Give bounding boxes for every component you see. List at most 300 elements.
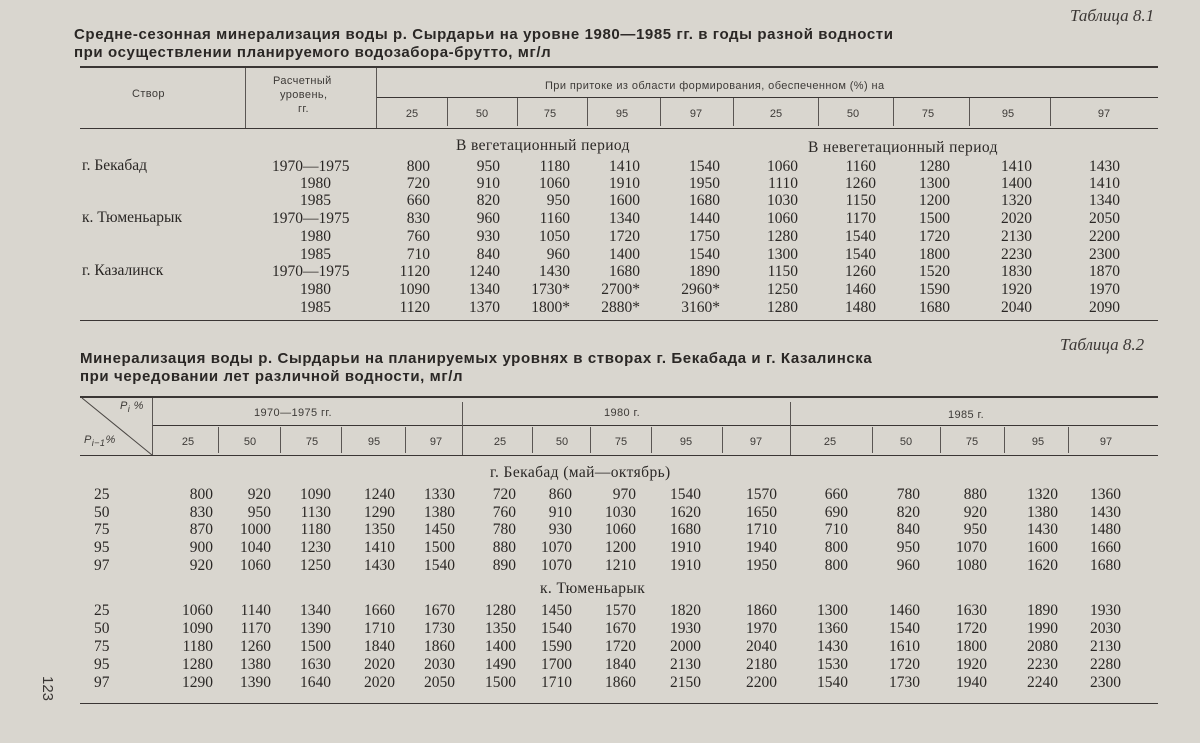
table2-percent-col: 97 [1099,436,1113,448]
table1-cell: 2300 [1089,246,1120,263]
table2-tyumenaryk-cell: 1700 [541,656,572,673]
table1-cell: 2050 [1089,210,1120,227]
table2-percent-col: 50 [243,436,257,448]
table1-head-supply: При притоке из области формирования, обеспеченном (%) на [545,80,885,92]
table2-tyumenaryk-cell: 1640 [300,674,331,691]
table1-cell: 950 [476,158,500,175]
table2-tyumenaryk-cell: 1610 [889,638,920,655]
table1-cell: 2200 [1089,228,1120,245]
table1-cell: 910 [476,175,500,192]
table2-tyumenaryk-cell: 1940 [956,674,987,691]
table1-cell: 1250 [767,281,798,298]
table1-level-label: 1985 [300,299,331,316]
table2-tyumenaryk-cell: 1630 [956,602,987,619]
table2-col-divider [405,427,406,453]
table2-corner-bottom [84,434,116,448]
table2-tyumenaryk-cell: 1840 [364,638,395,655]
table2-tyumenaryk-cell: 2130 [670,656,701,673]
table2-percent-col: 95 [679,436,693,448]
table1-cell: 1590 [919,281,950,298]
table1-cell: 760 [406,228,430,245]
table2-tyumenaryk-cell: 1860 [746,602,777,619]
table2-bekabad-cell: 950 [963,521,987,538]
table2-col-divider [341,427,342,453]
table2-bekabad-cell: 1910 [670,557,701,574]
table2-bekabad-cell: 1680 [1090,557,1121,574]
table2-tyumenaryk-cell: 1660 [364,602,395,619]
table2-tyumenaryk-cell: 1710 [541,674,572,691]
table2-percent-col: 25 [823,436,837,448]
table1-cell: 1540 [845,228,876,245]
table1-cell: 1060 [767,158,798,175]
table2-col-divider [1004,427,1005,453]
table2-bekabad-cell: 1000 [240,521,271,538]
table2-tyumenaryk-cell: 1460 [889,602,920,619]
table2-bekabad-cell: 720 [492,486,516,503]
table2-tyumenaryk-cell: 1390 [300,620,331,637]
table2-bekabad-cell: 1380 [1027,504,1058,521]
corner-bottom-symbol: P [84,434,92,446]
table1-percent-col: 50 [475,108,489,120]
table2-bekabad-cell: 920 [247,486,271,503]
table2-bekabad-cell: 1030 [605,504,636,521]
table2-bekabad-p-label: 50 [94,504,110,521]
table2-col-divider [651,427,652,453]
table2-bekabad-cell: 870 [189,521,213,538]
table2-percent-col: 75 [614,436,628,448]
table2-tyumenaryk-cell: 2130 [1090,638,1121,655]
table2-bekabad-cell: 890 [492,557,516,574]
table2-bekabad-cell: 1620 [1027,557,1058,574]
table2-tyumenaryk-p-label: 50 [94,620,110,637]
table2-tyumenaryk-cell: 1570 [605,602,636,619]
table2-tyumenaryk-cell: 1730 [889,674,920,691]
table2-tyumenaryk-cell: 1540 [817,674,848,691]
table2-bekabad-cell: 880 [492,539,516,556]
table1-cell: 820 [476,192,500,209]
table1-percent-col: 75 [543,108,557,120]
table1-period-nonvegetation: В невегетационный период [808,139,998,156]
table1-cell: 1540 [689,158,720,175]
table1-percent-col: 25 [405,108,419,120]
corner-top-sub: i [127,404,131,415]
table2-tyumenaryk-cell: 1380 [240,656,271,673]
table2-number: Таблица 8.2 [1060,335,1145,354]
table1-cell: 2230 [1001,246,1032,263]
table1-cell: 1400 [1001,175,1032,192]
table2-bekabad-cell: 1380 [424,504,455,521]
table2-bekabad-cell: 960 [896,557,920,574]
table2-bekabad-cell: 1500 [424,539,455,556]
corner-bottom-sub: i−1 [91,438,106,449]
table1-cell: 660 [406,192,430,209]
table2-tyumenaryk-cell: 1930 [670,620,701,637]
table2-bekabad-cell: 1090 [300,486,331,503]
table2-tyumenaryk-cell: 1930 [1090,602,1121,619]
table1-cell: 1800* [531,299,570,316]
table1-cell: 1540 [689,246,720,263]
table2-bekabad-cell: 1430 [1090,504,1121,521]
table2-tyumenaryk-cell: 2300 [1090,674,1121,691]
table1-cell: 1680 [609,263,640,280]
table2-bekabad-cell: 1230 [300,539,331,556]
table2-tyumenaryk-cell: 1840 [605,656,636,673]
table2-title-line1: Минерализация воды р. Сырдарьи на планируемых уровнях в створах г. Бекабада и г. Казалинска [80,350,873,367]
table2-percent-col: 75 [965,436,979,448]
table2-bekabad-cell: 920 [189,557,213,574]
table1-level-label: 1980 [300,175,331,192]
table1-cell: 1520 [919,263,950,280]
table1-cell: 710 [406,246,430,263]
table2-tyumenaryk-cell: 1720 [956,620,987,637]
table2-bekabad-cell: 1540 [670,486,701,503]
table2-tyumenaryk-cell: 1140 [240,602,271,619]
table2-tyumenaryk-cell: 2080 [1027,638,1058,655]
table2-tyumenaryk-p-label: 97 [94,674,110,691]
table2-bekabad-cell: 1620 [670,504,701,521]
table1-cell: 1400 [609,246,640,263]
table2-col-divider [532,427,533,453]
table2-bekabad-cell: 830 [189,504,213,521]
table2-bekabad-cell: 710 [824,521,848,538]
table1-level-label: 1980 [300,228,331,245]
table2-tyumenaryk-cell: 1170 [240,620,271,637]
table2-tyumenaryk-cell: 1260 [240,638,271,655]
table2-bekabad-cell: 1070 [541,539,572,556]
table2-tyumenaryk-cell: 1890 [1027,602,1058,619]
table2-bekabad-cell: 780 [896,486,920,503]
table2-tyumenaryk-cell: 1180 [182,638,213,655]
table1-cell: 1150 [767,263,798,280]
table2-bekabad-cell: 690 [824,504,848,521]
table2-bekabad-cell: 1060 [605,521,636,538]
table2-col-divider [722,427,723,453]
table2-bekabad-cell: 1950 [746,557,777,574]
table1-cell: 1830 [1001,263,1032,280]
table2-bekabad-cell: 1410 [364,539,395,556]
table1-cell: 2040 [1001,299,1032,316]
table2-tyumenaryk-cell: 1360 [817,620,848,637]
table2-bekabad-cell: 800 [824,557,848,574]
table1-level-label: 1985 [300,246,331,263]
table2-tyumenaryk-cell: 2150 [670,674,701,691]
table1-head-level: гг. [298,103,309,115]
corner-bottom-unit: % [105,434,116,446]
table1-cell: 830 [406,210,430,227]
table2-bekabad-cell: 1210 [605,557,636,574]
table2-tyumenaryk-cell: 1280 [182,656,213,673]
table1-cell: 1440 [689,210,720,227]
table1-cell: 2960* [681,281,720,298]
table2-tyumenaryk-cell: 2030 [1090,620,1121,637]
table1-cell: 800 [406,158,430,175]
table1-cell: 930 [476,228,500,245]
table1-cell: 1170 [845,210,876,227]
table2-percent-col: 75 [305,436,319,448]
table1-percent-col: 95 [1001,108,1015,120]
table2-bekabad-cell: 1710 [746,521,777,538]
table1-cell: 1200 [919,192,950,209]
table2-percent-col: 97 [429,436,443,448]
table2-bekabad-cell: 930 [548,521,572,538]
table2-tyumenaryk-cell: 1720 [889,656,920,673]
table2-col-divider [940,427,941,453]
table2-bekabad-p-label: 75 [94,521,110,538]
table2-tyumenaryk-cell: 1670 [424,602,455,619]
table1-cell: 1120 [399,299,430,316]
table1-cell: 1060 [539,175,570,192]
table1-cell: 1120 [399,263,430,280]
table2-bekabad-cell: 1080 [956,557,987,574]
table1-cell: 1160 [845,158,876,175]
table2-tyumenaryk-cell: 1730 [424,620,455,637]
table2-tyumenaryk-cell: 1710 [364,620,395,637]
table1-station-label: г. Казалинск [82,262,164,279]
table2-col-divider [280,427,281,453]
table1-percent-col: 50 [846,108,860,120]
table2-bekabad-cell: 800 [189,486,213,503]
table2-bekabad-p-label: 97 [94,557,110,574]
table2-bekabad-cell: 1360 [1090,486,1121,503]
table1-head-level: уровень, [280,89,328,101]
table1-level-label: 1985 [300,192,331,209]
table2-percent-col: 95 [1031,436,1045,448]
table2-bekabad-cell: 1430 [364,557,395,574]
table1-cell: 2880* [601,299,640,316]
table2-percent-col: 50 [899,436,913,448]
table2-tyumenaryk-cell: 1590 [541,638,572,655]
table1-cell: 1060 [767,210,798,227]
table2-bekabad-cell: 1250 [300,557,331,574]
table2-tyumenaryk-cell: 2050 [424,674,455,691]
table2-tyumenaryk-cell: 1090 [182,620,213,637]
table2-tyumenaryk-cell: 1060 [182,602,213,619]
table1-cell: 1030 [767,192,798,209]
table1-cell: 1260 [845,175,876,192]
table1-cell: 1890 [689,263,720,280]
table2-tyumenaryk-cell: 1350 [485,620,516,637]
table1-cell: 1950 [689,175,720,192]
table2-bekabad-cell: 900 [189,539,213,556]
table2-title-line2: при чередовании лет различной водности, мг/л [80,368,464,385]
table1-head-level: Расчетный [273,75,332,87]
table1-cell: 1320 [1001,192,1032,209]
table2-bekabad-cell: 1680 [670,521,701,538]
table1-cell: 3160* [681,299,720,316]
table2-bekabad-cell: 1350 [364,521,395,538]
table2-percent-col: 97 [749,436,763,448]
table2-tyumenaryk-cell: 1530 [817,656,848,673]
table2-tyumenaryk-cell: 1500 [300,638,331,655]
table1-level-label: 1970—1975 [272,263,350,280]
table2-tyumenaryk-cell: 1340 [300,602,331,619]
table2-bekabad-cell: 920 [963,504,987,521]
table1-cell: 1730* [531,281,570,298]
table1-cell: 1460 [845,281,876,298]
table1-cell: 1300 [919,175,950,192]
table2-tyumenaryk-cell: 2230 [1027,656,1058,673]
table1-cell: 1970 [1089,281,1120,298]
table1-cell: 1410 [1001,158,1032,175]
table1-cell: 1410 [1089,175,1120,192]
table2-tyumenaryk-cell: 1860 [424,638,455,655]
table1-title-line1: Средне-сезонная минерализация воды р. Сырдарьи на уровне 1980—1985 гг. в годы разной водности [74,26,894,43]
table2-tyumenaryk-cell: 1390 [240,674,271,691]
table1-cell: 1720 [919,228,950,245]
table2-tyumenaryk-cell: 1860 [605,674,636,691]
table2-tyumenaryk-cell: 1490 [485,656,516,673]
table2-bekabad-cell: 1570 [746,486,777,503]
table1-cell: 1260 [845,263,876,280]
table2-percent-col: 25 [493,436,507,448]
table2-bekabad-cell: 950 [896,539,920,556]
table1-cell: 1540 [845,246,876,263]
table2-section-bekabad: г. Бекабад (май—октябрь) [490,464,671,481]
table1-station-label: к. Тюменьарык [82,209,182,226]
table1-cell: 960 [476,210,500,227]
table2-bekabad-cell: 660 [824,486,848,503]
table2-bekabad-cell: 1450 [424,521,455,538]
table2-bekabad-cell: 1330 [424,486,455,503]
table2-bottom-rule [80,703,1158,704]
table1-cell: 1280 [767,299,798,316]
table1-cell: 840 [476,246,500,263]
table1-cell: 1410 [609,158,640,175]
table2-bekabad-cell: 820 [896,504,920,521]
table2-bekabad-cell: 910 [548,504,572,521]
table2-tyumenaryk-cell: 1920 [956,656,987,673]
table1-cell: 2700* [601,281,640,298]
table2-bekabad-cell: 1240 [364,486,395,503]
table2-tyumenaryk-p-label: 95 [94,656,110,673]
table1-level-label: 1970—1975 [272,158,350,175]
table2-col-divider [590,427,591,453]
table2-tyumenaryk-cell: 1820 [670,602,701,619]
table2-col-divider [218,427,219,453]
table2-bekabad-cell: 950 [247,504,271,521]
table2-tyumenaryk-p-label: 75 [94,638,110,655]
table2-bekabad-cell: 1130 [300,504,331,521]
table2-bekabad-p-label: 95 [94,539,110,556]
table1-cell: 1910 [609,175,640,192]
corner-top-unit: % [133,400,144,412]
table1-head-stvor: Створ [132,88,165,100]
table2-tyumenaryk-cell: 2000 [670,638,701,655]
table2-tyumenaryk-cell: 2030 [424,656,455,673]
table1-cell: 1150 [845,192,876,209]
table2-corner-top [120,400,144,414]
table2-bekabad-cell: 1660 [1090,539,1121,556]
table2-tyumenaryk-cell: 1300 [817,602,848,619]
table1-percent-col: 97 [1097,108,1111,120]
table2-tyumenaryk-cell: 2020 [364,674,395,691]
table2-tyumenaryk-cell: 1290 [182,674,213,691]
table2-tyumenaryk-cell: 1720 [605,638,636,655]
table1-number: Таблица 8.1 [1070,6,1155,25]
table2-bekabad-cell: 1540 [424,557,455,574]
page-number: 123 [39,676,56,702]
table2-bekabad-cell: 1650 [746,504,777,521]
table2-tyumenaryk-cell: 2020 [364,656,395,673]
table1-percent-col: 95 [615,108,629,120]
table1-cell: 1430 [1089,158,1120,175]
table1-cell: 1430 [539,263,570,280]
table1-cell: 1280 [919,158,950,175]
table1-percent-col: 75 [921,108,935,120]
table1-cell: 1480 [845,299,876,316]
table1-cell: 1920 [1001,281,1032,298]
table1-cell: 1280 [767,228,798,245]
table2-bekabad-cell: 1910 [670,539,701,556]
table2-bekabad-p-label: 25 [94,486,110,503]
table1-cell: 1050 [539,228,570,245]
table1-cell: 1870 [1089,263,1120,280]
table2-tyumenaryk-cell: 1450 [541,602,572,619]
table2-bekabad-cell: 1600 [1027,539,1058,556]
table2-bekabad-cell: 1480 [1090,521,1121,538]
table2-bekabad-cell: 760 [492,504,516,521]
table2-bekabad-cell: 1940 [746,539,777,556]
table1-cell: 1720 [609,228,640,245]
table2-tyumenaryk-cell: 1400 [485,638,516,655]
table1-cell: 960 [546,246,570,263]
table2-tyumenaryk-p-label: 25 [94,602,110,619]
table2-tyumenaryk-cell: 2040 [746,638,777,655]
table1-cell: 950 [546,192,570,209]
table1-cell: 1750 [689,228,720,245]
table2-tyumenaryk-cell: 2280 [1090,656,1121,673]
table1-cell: 1090 [399,281,430,298]
table1-cell: 720 [406,175,430,192]
table2-col-divider [1068,427,1069,453]
table2-percent-col: 95 [367,436,381,448]
table2-tyumenaryk-cell: 1990 [1027,620,1058,637]
table1-level-label: 1970—1975 [272,210,350,227]
table1-cell: 2020 [1001,210,1032,227]
table2-section-tyumenaryk: к. Тюменьарык [540,580,646,597]
corner-top-symbol: P [120,400,128,412]
table2-tyumenaryk-cell: 2180 [746,656,777,673]
table2-percent-col: 25 [181,436,195,448]
table1-cell: 1500 [919,210,950,227]
table2-bekabad-cell: 1320 [1027,486,1058,503]
table2-percent-col: 50 [555,436,569,448]
table2-tyumenaryk-cell: 1540 [889,620,920,637]
table2-tyumenaryk-cell: 1630 [300,656,331,673]
table2-group-1980: 1980 г. [604,407,641,419]
table2-bekabad-cell: 1180 [300,521,331,538]
table1-percent-col: 25 [769,108,783,120]
table2-tyumenaryk-cell: 2200 [746,674,777,691]
table2-bekabad-cell: 840 [896,521,920,538]
table2-bekabad-cell: 1040 [240,539,271,556]
table1-station-label: г. Бекабад [82,157,147,174]
table2-bekabad-cell: 780 [492,521,516,538]
table1-cell: 1340 [469,281,500,298]
table1-cell: 2130 [1001,228,1032,245]
table1-cell: 1160 [539,210,570,227]
table2-tyumenaryk-cell: 1500 [485,674,516,691]
table1-level-label: 1980 [300,281,331,298]
table1-cell: 1340 [609,210,640,227]
table1-cell: 1180 [539,158,570,175]
table2-tyumenaryk-cell: 1540 [541,620,572,637]
table2-bekabad-cell: 880 [963,486,987,503]
table2-tyumenaryk-cell: 1280 [485,602,516,619]
table2-bekabad-cell: 1200 [605,539,636,556]
table2-bekabad-cell: 800 [824,539,848,556]
table2-bekabad-cell: 1070 [541,557,572,574]
